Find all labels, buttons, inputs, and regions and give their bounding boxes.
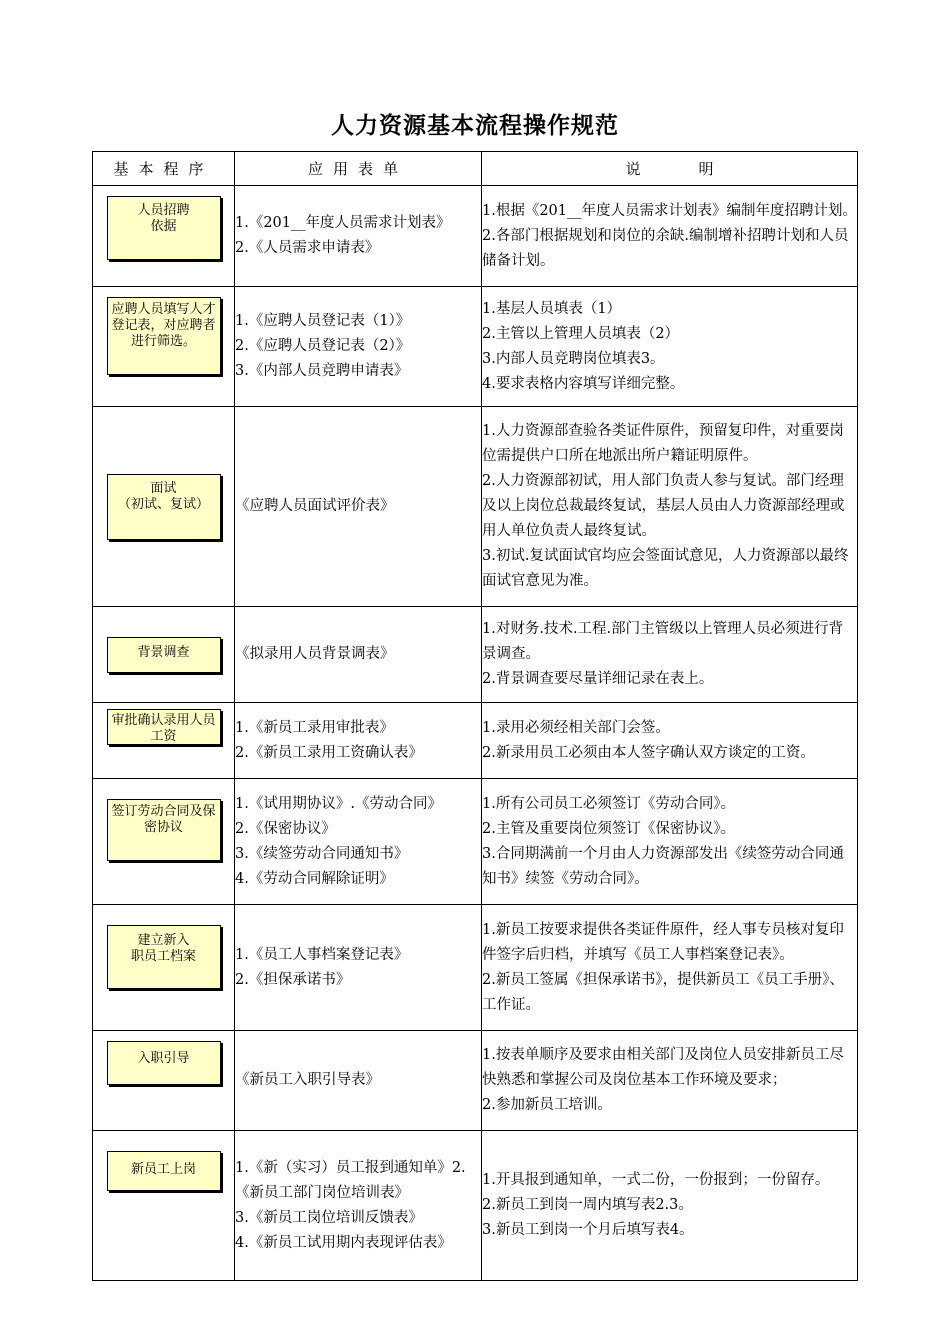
desc-item: 2.新员工签属《担保承诺书》，提供新员工《员工手册》、工作证。	[482, 971, 844, 1013]
form-item: 4.《新员工试用期内表现评估表》	[235, 1234, 452, 1251]
procedure-box	[107, 709, 221, 745]
form-item: 2.《应聘人员登记表（2）》	[235, 338, 411, 354]
desc-item: 1.根据《201__年度人员需求计划表》编制年度招聘计划。	[482, 202, 858, 219]
forms-cell	[235, 1031, 482, 1131]
form-item: 2.《新员工录用工资确认表》	[235, 744, 423, 761]
procedure-box	[107, 196, 221, 260]
procedure-cell	[93, 186, 235, 287]
procedure-label: 新员工上岗	[130, 1162, 196, 1177]
form-item: 《应聘人员面试评价表》	[235, 498, 395, 514]
procedure-cell	[93, 287, 235, 407]
table-row	[93, 1031, 858, 1131]
table-row	[93, 607, 858, 703]
desc-item: 1.基层人员填表（1）	[482, 300, 622, 317]
form-item: 《拟录用人员背景调表》	[235, 646, 395, 662]
desc-item: 2.各部门根据规划和岗位的余缺.编制增补招聘计划和人员储备计划。	[482, 227, 849, 269]
description-cell	[482, 607, 858, 703]
table-row	[93, 703, 858, 779]
desc-item: 2.参加新员工培训。	[482, 1097, 612, 1113]
description-cell	[482, 703, 858, 779]
process-table	[92, 151, 858, 1281]
procedure-cell	[93, 1131, 235, 1281]
header-desc-right: 明	[698, 160, 714, 178]
header-description	[482, 152, 858, 186]
procedure-label: 人员招聘 依据	[137, 203, 190, 234]
form-item: 2.《人员需求申请表》	[235, 240, 380, 256]
form-item: 4.《劳动合同解除证明》	[235, 870, 394, 887]
form-item: 1.《试用期协议》.《劳动合同》	[235, 795, 442, 812]
desc-item: 4.要求表格内容填写详细完整。	[482, 375, 685, 392]
desc-item: 2.主管及重要岗位须签订《保密协议》。	[482, 820, 736, 837]
description-cell	[482, 407, 858, 607]
desc-item: 1.人力资源部查验各类证件原件，预留复印件，对重要岗位需提供户口所在地派出所户籍证明原件。	[482, 423, 844, 464]
forms-cell	[235, 905, 482, 1031]
form-item: 1.《应聘人员登记表（1）》	[235, 313, 411, 329]
header-forms: 应用表单	[235, 152, 482, 186]
procedure-label: 面试 （初试、复试）	[117, 480, 209, 512]
header-row	[93, 152, 858, 186]
procedure-label: 背景调查	[137, 644, 190, 660]
desc-item: 2.新录用员工必须由本人签字确认双方谈定的工资。	[482, 744, 815, 761]
page-title: 人力资源基本流程操作规范	[331, 113, 619, 139]
desc-item: 3.新员工到岗一个月后填写表4。	[482, 1222, 694, 1238]
desc-item: 3.合同期满前一个月由人力资源部发出《续签劳动合同通知书》续签《劳动合同》。	[482, 845, 844, 887]
form-item: 3.《内部人员竞聘申请表》	[235, 363, 409, 379]
form-item: 3.《续签劳动合同通知书》	[235, 845, 409, 862]
forms-cell	[235, 607, 482, 703]
procedure-box	[107, 925, 221, 989]
form-item: 1.《员工人事档案登记表》	[235, 946, 409, 963]
desc-item: 2.主管以上管理人员填表（2）	[482, 325, 680, 342]
form-item: 《新员工入职引导表》	[235, 1072, 380, 1088]
description-cell	[482, 1131, 858, 1281]
procedure-box	[107, 799, 221, 861]
table-row	[93, 905, 858, 1031]
procedure-box	[107, 1041, 221, 1085]
description-cell	[482, 779, 858, 905]
header-desc-left: 说	[625, 160, 641, 178]
procedure-label: 入职引导	[137, 1051, 190, 1066]
procedure-label: 签订劳动合同及保密协议	[111, 804, 216, 835]
form-item: 1.《201__年度人员需求计划表》	[235, 215, 451, 231]
desc-item: 1.开具报到通知单，一式二份，一份报到；一份留存。	[482, 1172, 830, 1188]
forms-cell	[235, 779, 482, 905]
procedure-cell	[93, 905, 235, 1031]
procedure-box	[107, 1151, 221, 1191]
table-row	[93, 1131, 858, 1281]
table-row	[93, 407, 858, 607]
form-item: 3.《新员工岗位培训反馈表》	[235, 1209, 423, 1226]
description-cell	[482, 186, 858, 287]
form-item: 1.《新员工录用审批表》	[235, 719, 394, 736]
form-item: 2.《担保承诺书》	[235, 971, 351, 988]
desc-item: 1.对财务.技术.工程.部门主管级以上管理人员必须进行背景调查。	[482, 621, 844, 662]
forms-cell	[235, 186, 482, 287]
forms-cell	[235, 1131, 482, 1281]
procedure-box	[107, 297, 221, 375]
procedure-cell	[93, 703, 235, 779]
procedure-box	[107, 474, 221, 540]
desc-item: 2.人力资源部初试，用人部门负责人参与复试。部门经理及以上岗位总裁最终复试，基层人员由人力资源部经理或用人单位负责人最终复试。	[482, 473, 845, 539]
description-cell	[482, 905, 858, 1031]
form-item: 1.《新（实习）员工报到通知单》2.《新员工部门岗位培训表》	[235, 1159, 466, 1201]
procedure-cell	[93, 607, 235, 703]
procedure-box	[107, 637, 221, 673]
desc-item: 3.内部人员竞聘岗位填表3。	[482, 350, 665, 367]
procedure-label: 审批确认录用人员工资	[111, 713, 216, 744]
desc-item: 3.初试.复试面试官均应会签面试意见，人力资源部以最终面试官意见为准。	[482, 548, 849, 589]
form-item: 2.《保密协议》	[235, 820, 336, 837]
procedure-cell	[93, 779, 235, 905]
description-cell	[482, 1031, 858, 1131]
procedure-cell	[93, 1031, 235, 1131]
table-row	[93, 186, 858, 287]
desc-item: 1.所有公司员工必须签订《劳动合同》。	[482, 795, 736, 812]
forms-cell	[235, 703, 482, 779]
procedure-cell	[93, 407, 235, 607]
desc-item: 2.新员工到岗一周内填写表2.3。	[482, 1197, 693, 1213]
description-cell	[482, 287, 858, 407]
desc-item: 1.录用必须经相关部门会签。	[482, 719, 670, 736]
desc-item: 1.按表单顺序及要求由相关部门及岗位人员安排新员工尽快熟悉和掌握公司及岗位基本工作环境及要求；	[482, 1047, 844, 1088]
procedure-label: 建立新入 职员工档案	[130, 933, 196, 964]
forms-cell	[235, 287, 482, 407]
procedure-label: 应聘人员填写人才登记表，对应聘者进行筛选。	[111, 302, 216, 349]
desc-item: 2.背景调查要尽量详细记录在表上。	[482, 671, 714, 687]
table-row	[93, 287, 858, 407]
desc-item: 1.新员工按要求提供各类证件原件，经人事专员核对复印件签字后归档，并填写《员工人事档案登记表》。	[482, 921, 844, 963]
header-procedure: 基本程序	[93, 152, 235, 186]
forms-cell	[235, 407, 482, 607]
table-row	[93, 779, 858, 905]
